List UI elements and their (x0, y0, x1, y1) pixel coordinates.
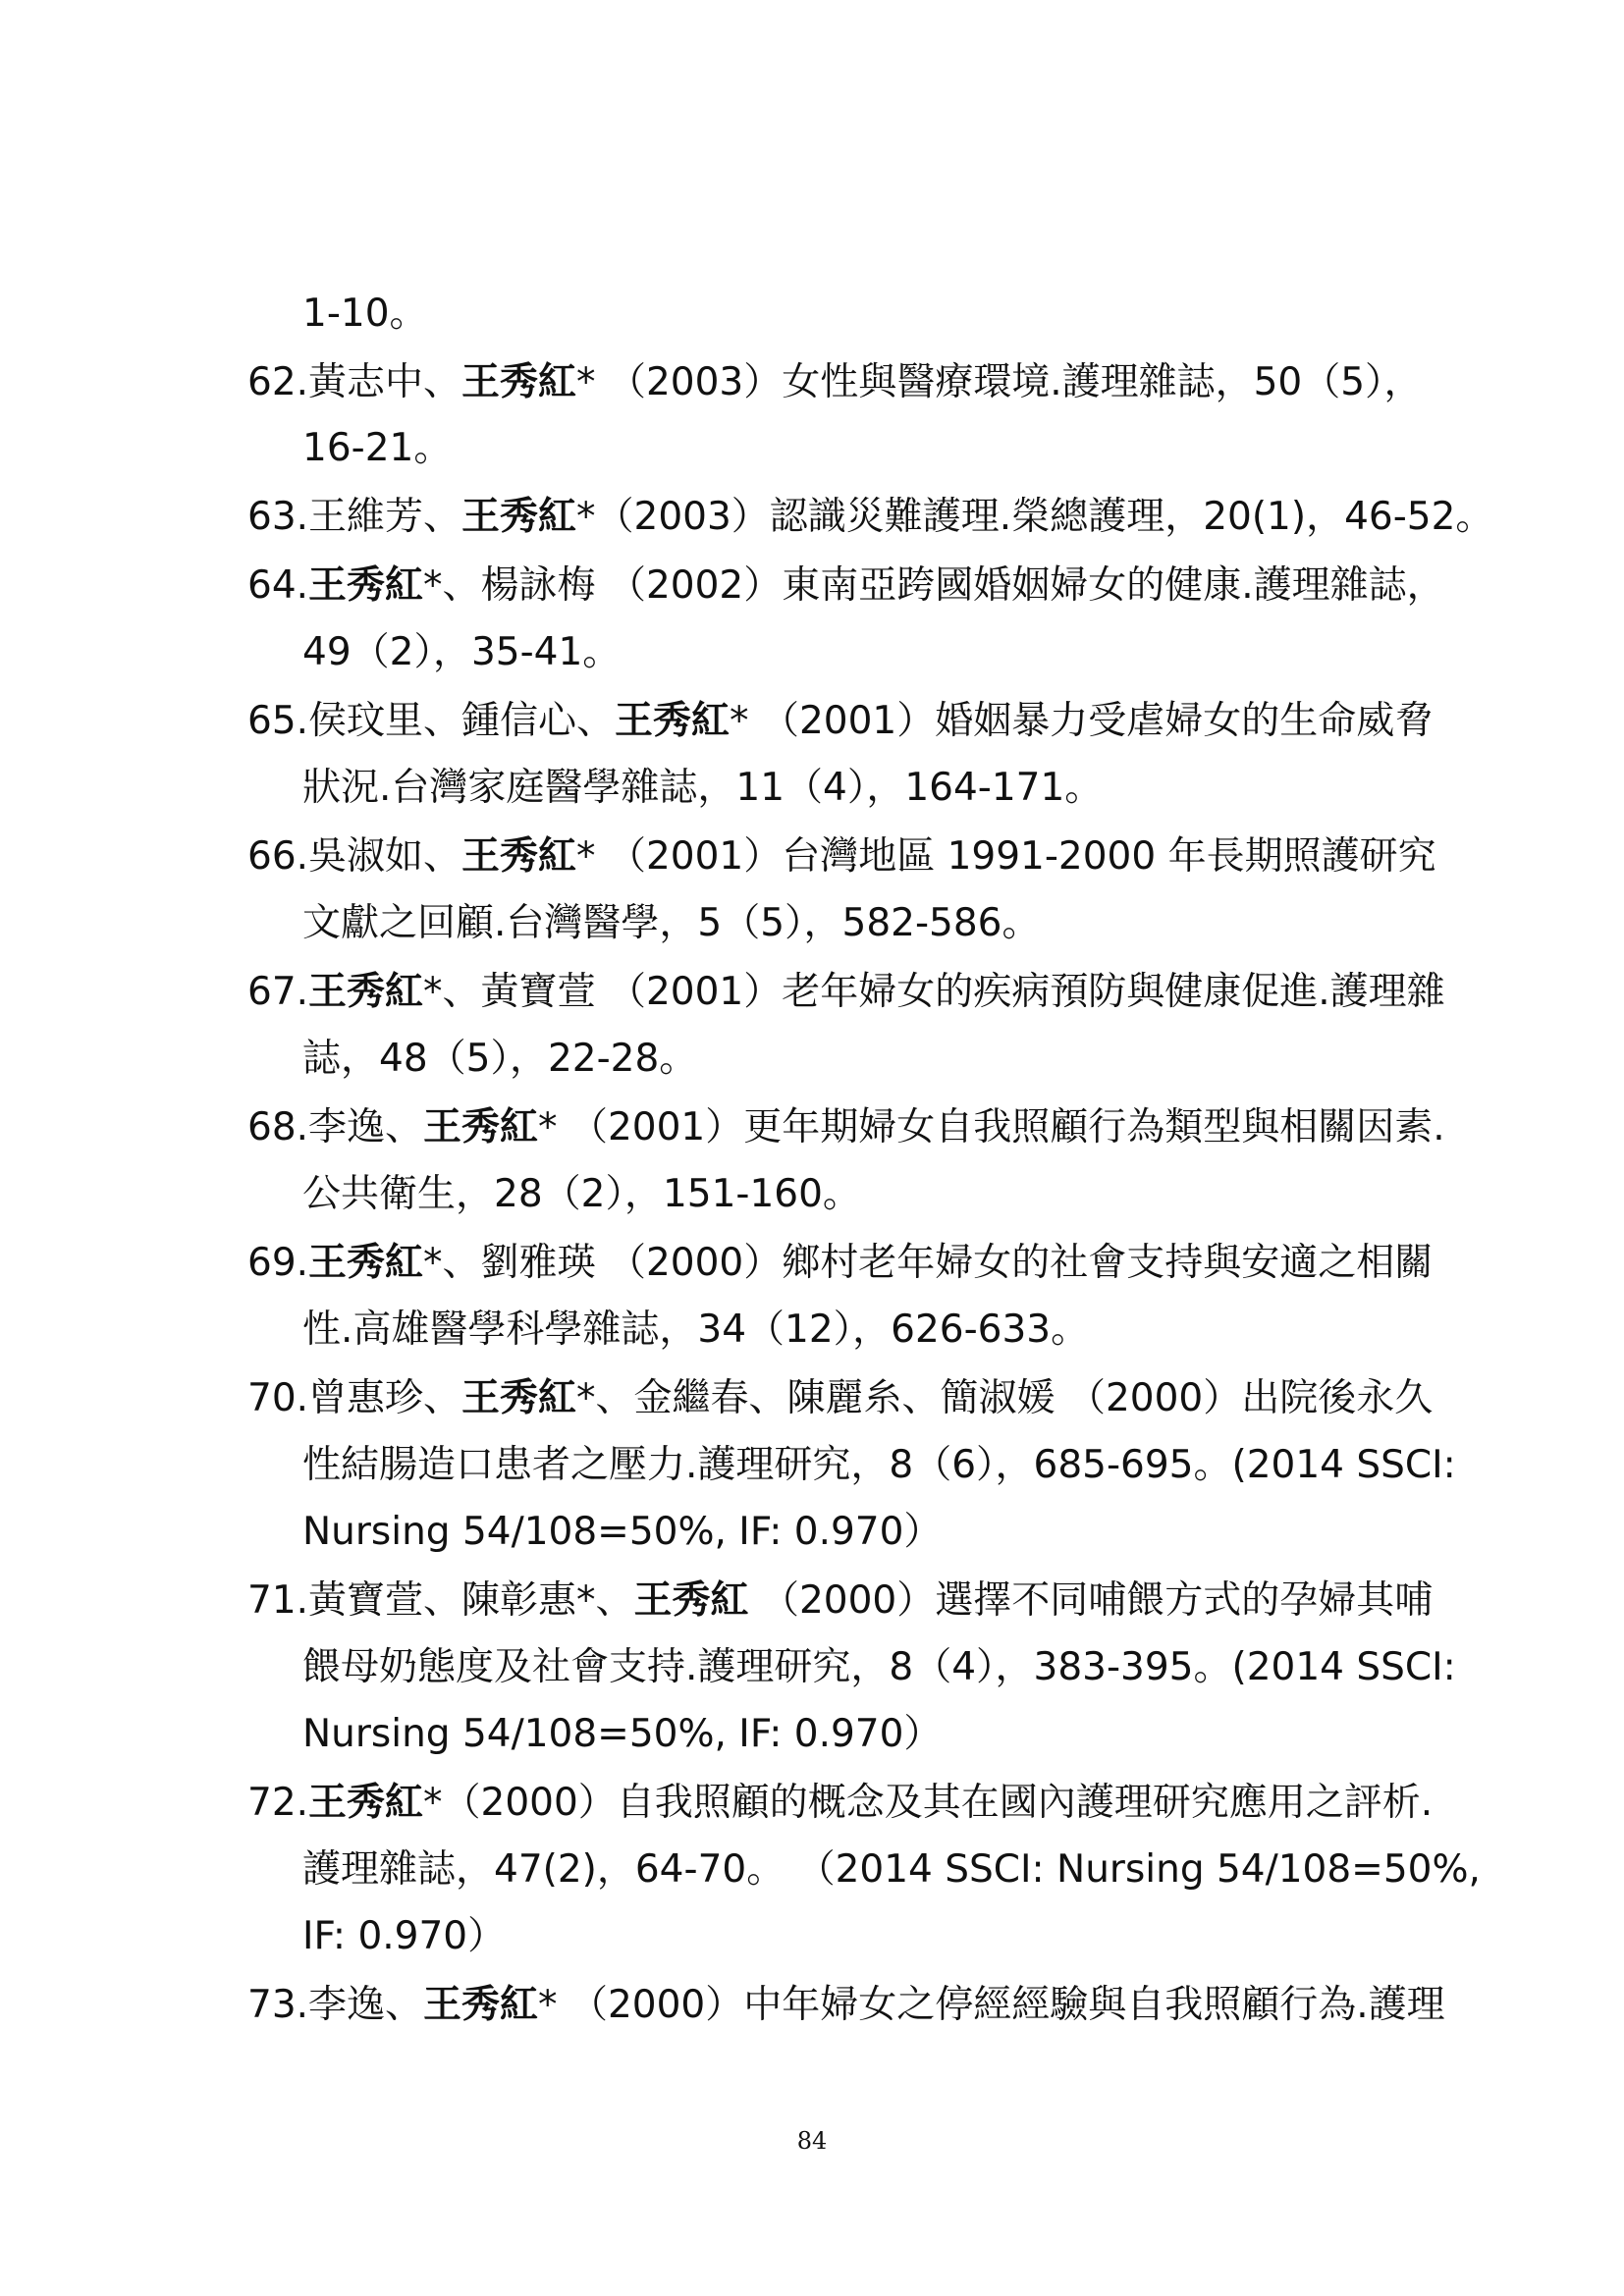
reference-68 (0, 1098, 1624, 1157)
text-segment: *、黃寶萱 （2001）老年婦女的疾病預防與健康促進.護理雜 (423, 970, 1445, 1014)
text-segment: IF: 0.970） (302, 1914, 507, 1958)
text-segment: *（2003）認識災難護理.榮總護理，20(1)，46-52。 (576, 495, 1494, 539)
text-segment: 63.王維芳、 (247, 495, 462, 539)
reference-71 (0, 1572, 1624, 1630)
text-segment: 文獻之回顧.台灣醫學，5（5），582-586。 (302, 901, 1041, 945)
text-segment: *、楊詠梅 （2002）東南亞跨國婚姻婦女的健康.護理雜誌， (423, 563, 1445, 608)
text-line (0, 1030, 1624, 1089)
reference-63 (0, 488, 1624, 547)
text-segment: 70.曾惠珍、 (247, 1376, 462, 1420)
text-line (0, 419, 1624, 478)
text-segment: 護理雜誌，47(2)，64-70。 （2014 SSCI: Nursing 54/108=50%, (302, 1847, 1481, 1892)
reference-70 (0, 1369, 1624, 1428)
text-segment: * （2000）中年婦女之停經經驗與自我照顧行為.護理 (538, 1983, 1445, 2027)
reference-67 (0, 963, 1624, 1022)
text-segment: 64. (247, 563, 309, 608)
author-bold: 王秀紅 (615, 699, 731, 743)
text-segment: 狀況.台灣家庭醫學雜誌，11（4），164-171。 (302, 766, 1104, 810)
reference-62 (0, 353, 1624, 412)
text-line (0, 1705, 1624, 1764)
text-line (0, 894, 1624, 953)
text-segment: 67. (247, 970, 309, 1014)
text-segment: 71.黃寶萱、陳彰惠*、 (247, 1578, 634, 1623)
text-line (0, 623, 1624, 682)
author-bold: 王秀紅 (308, 1241, 424, 1285)
text-segment: 16-21。 (302, 426, 453, 470)
text-line (0, 1841, 1624, 1899)
text-segment: *、金繼春、陳麗糸、簡淑媛 （2000）出院後永久 (576, 1376, 1434, 1420)
text-line (0, 759, 1624, 818)
text-segment: 餵母奶態度及社會支持.護理研究，8（4），383-395。(2014 SSCI: (302, 1645, 1456, 1689)
author-bold: 王秀紅 (461, 360, 577, 404)
reference-64 (0, 557, 1624, 615)
author-bold: 王秀紅 (461, 834, 577, 879)
text-line (0, 1503, 1624, 1562)
text-segment: 72. (247, 1781, 309, 1825)
text-segment: 公共衛生，28（2），151-160。 (302, 1172, 861, 1216)
text-segment: 62.黃志中、 (247, 360, 462, 404)
text-segment: * （2003）女性與醫療環境.護理雜誌，50（5）， (576, 360, 1423, 404)
text-segment: Nursing 54/108=50%, IF: 0.970） (302, 1712, 943, 1756)
text-segment: * （2001）台灣地區 1991-2000 年長期照護研究 (576, 834, 1436, 879)
reference-73 (0, 1976, 1624, 2035)
author-bold: 王秀紅 (461, 1376, 577, 1420)
text-line (0, 1907, 1624, 1966)
author-bold: 王秀紅 (633, 1578, 749, 1623)
text-segment: * （2001）更年期婦女自我照顧行為類型與相關因素. (538, 1105, 1445, 1149)
text-line (0, 1165, 1624, 1224)
text-segment: Nursing 54/108=50%, IF: 0.970） (302, 1510, 943, 1554)
text-line (0, 1301, 1624, 1360)
text-segment: 1-10。 (302, 292, 428, 336)
text-segment: 性.高雄醫學科學雜誌，34（12），626-633。 (302, 1308, 1090, 1352)
text-segment: 性結腸造口患者之壓力.護理研究，8（6），685-695。(2014 SSCI: (302, 1443, 1456, 1487)
text-line (0, 1638, 1624, 1697)
author-bold: 王秀紅 (423, 1105, 539, 1149)
page-number: 84 (796, 2127, 828, 2155)
text-line (0, 285, 1624, 344)
text-segment: 誌，48（5），22-28。 (302, 1037, 698, 1081)
text-line (0, 1436, 1624, 1495)
text-segment: 73.李逸、 (247, 1983, 424, 2027)
text-segment: 65.侯玟里、鍾信心、 (247, 699, 616, 743)
text-segment: * （2001）婚姻暴力受虐婦女的生命威脅 (730, 699, 1434, 743)
reference-66 (0, 828, 1624, 886)
author-bold: 王秀紅 (308, 563, 424, 608)
text-segment: *（2000）自我照顧的概念及其在國內護理研究應用之評析. (423, 1781, 1434, 1825)
text-segment: 66.吳淑如、 (247, 834, 462, 879)
author-bold: 王秀紅 (461, 495, 577, 539)
reference-72 (0, 1774, 1624, 1833)
text-segment: 49（2），35-41。 (302, 630, 622, 674)
reference-65 (0, 692, 1624, 751)
reference-69 (0, 1234, 1624, 1293)
text-segment: 69. (247, 1241, 309, 1285)
text-segment: *、劉雅瑛 （2000）鄉村老年婦女的社會支持與安適之相關 (423, 1241, 1434, 1285)
author-bold: 王秀紅 (308, 1781, 424, 1825)
text-segment: 68.李逸、 (247, 1105, 424, 1149)
author-bold: 王秀紅 (308, 970, 424, 1014)
text-segment: （2000）選擇不同哺餵方式的孕婦其哺 (748, 1578, 1434, 1623)
author-bold: 王秀紅 (423, 1983, 539, 2027)
